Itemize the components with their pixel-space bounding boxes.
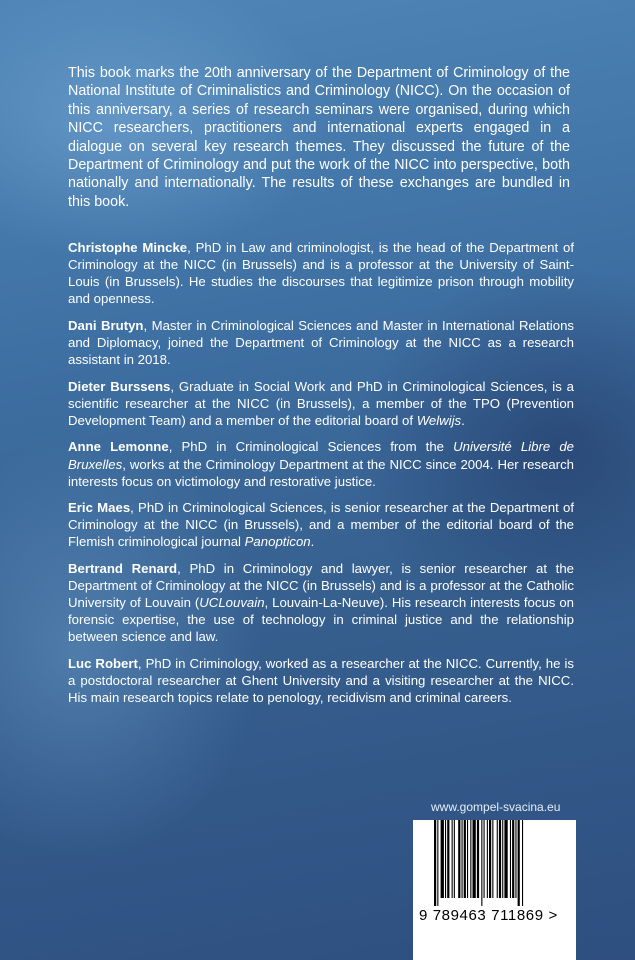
barcode-bar	[473, 820, 476, 898]
bio-text: , Master in Criminological Sciences and Master in International Relations and Diplomacy, joined the Department of Criminology at the NICC as a research assistant in 2018.	[68, 317, 574, 368]
bio-text: , PhD in Criminological Sciences, is senior researcher at the Department of Criminology at the NICC (in Brussels), and a member of the editorial board of the Flemish criminological journal	[68, 500, 574, 550]
barcode-bar	[510, 820, 511, 898]
barcode-bar	[512, 820, 514, 898]
bio-text: , Louvain-La-Neuve). His research interests focus on forensic expertise, the use of technology in criminal justice and the relationship between science and law.	[68, 595, 574, 645]
author-name: Dani Brutyn	[68, 317, 144, 333]
author-bio	[68, 317, 574, 368]
barcode-bar	[497, 820, 498, 898]
barcode-bar	[489, 820, 491, 898]
barcode-bar	[454, 820, 455, 898]
bio-text: , PhD in Criminological Sciences from the	[168, 439, 454, 455]
bio-text: .	[310, 534, 315, 550]
barcode-bar	[452, 820, 453, 898]
barcode-bar	[502, 820, 503, 898]
barcode-bar	[477, 820, 479, 898]
italic-title: Welwijs	[416, 412, 462, 428]
barcode-bar	[481, 820, 482, 906]
bio-text: , PhD in Criminology and lawyer, is senior researcher at the Department of Criminology at the NICC (in Brussels) and is a professor at the Catholic University of Louvain (	[68, 561, 574, 611]
barcode-bar	[515, 820, 516, 898]
publisher-url[interactable]: www.gompel-svacina.eu	[431, 800, 561, 814]
book-description: This book marks the 20th anniversary of the Department of Criminology of the National Institute of Criminalistics and Criminology (NICC). On the occasion of this anniversary, a series of research seminars were organised, during which NICC researchers, practitioners and international experts engaged in a dialogue on several key research themes. They discussed the future of the Department of Criminology and put the work of the NICC into perspective, both nationally and internationally. The results of these exchanges are bundled in this book.	[68, 65, 570, 210]
barcode-bar	[522, 820, 523, 906]
barcode-bar	[470, 820, 471, 898]
author-name: Luc Robert	[68, 655, 138, 671]
author-bio	[68, 378, 574, 429]
barcode-bar	[437, 820, 438, 906]
barcode-bar	[518, 820, 520, 906]
author-bios	[68, 239, 574, 716]
isbn-barcode	[413, 820, 576, 960]
barcode-bar	[492, 820, 493, 898]
barcode-bar	[487, 820, 488, 898]
barcode-bar	[467, 820, 468, 898]
barcode-bar	[484, 820, 485, 898]
bio-text: , PhD in Criminology, worked as a researcher at the NICC. Currently, he is a postdoctoral researcher at Ghent University and a visiting researcher at the NICC. His main research topics relate to penology, recidivism and criminal careers.	[68, 655, 574, 706]
bio-text: , works at the Criminology Department at the NICC since 2004. Her research interests focus on victimology and restorative justice.	[68, 456, 574, 489]
author-name: Dieter Burssens	[68, 378, 171, 394]
barcode-bar	[458, 820, 460, 898]
barcode-bar	[462, 820, 463, 898]
author-name: Eric Maes	[68, 500, 131, 516]
barcode-bars	[434, 820, 558, 906]
author-name: Bertrand Renard	[68, 561, 178, 576]
author-bio	[68, 239, 574, 307]
italic-title: Panopticon	[244, 534, 311, 550]
author-bio	[68, 499, 574, 550]
barcode-bar	[504, 820, 507, 898]
author-bio	[68, 560, 574, 645]
author-bio	[68, 438, 574, 489]
barcode-bar	[434, 820, 436, 906]
bio-text: .	[461, 412, 465, 428]
bio-text: , Graduate in Social Work and PhD in Criminological Sciences, is a scientific researcher at the NICC (in Brussels), a member of the TPO (Prevention Development Team) and a member of the editorial board of	[68, 378, 574, 428]
author-name: Christophe Mincke	[68, 240, 188, 255]
barcode-bar	[445, 820, 446, 898]
italic-title: Université Libre de Bruxelles	[68, 439, 574, 472]
barcode-bar	[447, 820, 449, 898]
barcode-bar	[464, 820, 466, 898]
italic-title: UCLouvain	[199, 595, 265, 611]
barcode-bar	[441, 820, 444, 898]
author-name: Anne Lemonne	[68, 439, 169, 455]
barcode-bar	[499, 820, 501, 898]
bio-text: , PhD in Law and criminologist, is the head of the Department of Criminology at the NICC (in Brussels) and is a professor at the University of Saint-Louis (in Brussels). He studies the discourses that legitimize prison through mobility and openness.	[68, 240, 574, 307]
author-bio	[68, 655, 574, 706]
isbn-number: 9 789463 711869 >	[419, 907, 558, 924]
